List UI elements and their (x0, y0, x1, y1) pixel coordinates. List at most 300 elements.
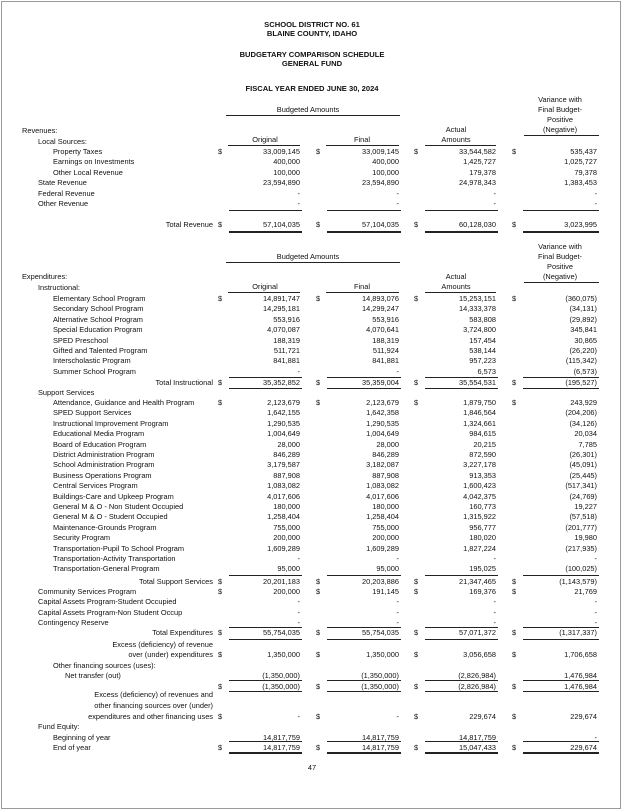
instructional-row-label: Special Education Program (53, 325, 143, 335)
instructional-row-variance: (6,573) (573, 366, 597, 376)
support-row-label: Instructional Improvement Program (53, 418, 169, 428)
instructional-row-final: 511,924 (372, 346, 399, 355)
double-underline (523, 752, 599, 754)
excess-label-2: over (under) expenditures (128, 650, 213, 659)
excess-all-original: - (297, 712, 300, 721)
instructional-row-variance: 345,841 (570, 325, 597, 335)
instructional-row-actual: 15,253,151 (459, 294, 496, 303)
support-row-actual: 1,827,224 (463, 543, 496, 553)
dollar-sign: $ (218, 294, 223, 303)
revenue-row-final: 33,009,145 (362, 147, 399, 156)
instructional-row-label: SPED Preschool (53, 335, 109, 345)
revenue-row-actual: 33,544,582 (459, 147, 496, 156)
variance-header-3: Positive (547, 115, 573, 124)
end-of-year-actual: 15,047,433 (459, 743, 496, 752)
support-row-label: Transportation-General Program (53, 564, 160, 574)
dollar-sign: $ (316, 294, 321, 303)
total-instructional-label: Total Instructional (155, 378, 213, 387)
beginning-of-year-original: 14,817,759 (263, 733, 300, 742)
excess-revenue-variance: 1,706,658 (564, 650, 597, 659)
underline (229, 210, 302, 211)
underline (229, 691, 302, 692)
underline (327, 210, 401, 211)
double-underline (523, 231, 599, 233)
dollar-sign: $ (316, 147, 321, 156)
support-row-label: Buildings-Care and Upkeep Program (53, 491, 174, 501)
net-transfer-variance: 1,476,984 (564, 671, 597, 680)
instructional-row-original: 4,070,087 (267, 325, 300, 335)
dollar-sign: $ (316, 650, 321, 659)
support-row-final: 4,017,606 (366, 491, 399, 501)
revenue-row-label: Property Taxes (53, 147, 103, 156)
support-row-label: General M & O - Student Occupied (53, 512, 168, 522)
variance-header-1: Variance with (538, 95, 582, 104)
revenue-row-variance: 1,025,727 (564, 157, 597, 166)
underline (425, 680, 498, 681)
excess-revenue-original: 1,350,000 (267, 650, 300, 659)
beginning-of-year-label: Beginning of year (53, 733, 111, 742)
original-column-header: Original (252, 282, 278, 291)
financing-total-variance: 1,476,984 (564, 682, 597, 691)
revenues-heading: Revenues: (22, 126, 58, 135)
support-row-actual: 984,615 (469, 429, 496, 439)
revenue-row-final: - (396, 199, 399, 208)
dollar-sign: $ (218, 587, 223, 596)
other-expenditure-row-final: 191,145 (372, 587, 399, 596)
support-row-variance: 7,785 (578, 439, 597, 449)
budgeted-amounts-header: Budgeted Amounts (276, 105, 340, 114)
revenue-row-label: State Revenue (38, 178, 87, 187)
underline (425, 741, 498, 742)
instructional-row-actual: 957,223 (469, 356, 496, 366)
dollar-sign: $ (414, 220, 419, 229)
beginning-of-year-final: 14,817,759 (362, 733, 399, 742)
revenue-row-variance: 535,437 (570, 147, 597, 156)
underline (229, 575, 302, 576)
page-number: 47 (307, 763, 317, 772)
excess-all-label-3: expenditures and other financing uses (88, 712, 213, 721)
dollar-sign: $ (218, 398, 223, 407)
revenue-row-final: 400,000 (372, 157, 399, 166)
district-name: SCHOOL DISTRICT NO. 61 (264, 20, 360, 29)
final-column-header: Final (353, 282, 371, 291)
support-row-final: 180,000 (372, 502, 399, 511)
total-support-original: 20,201,183 (263, 577, 300, 586)
support-row-original: - (297, 554, 300, 563)
header-rule (228, 145, 300, 146)
revenue-row-variance: - (594, 199, 597, 208)
excess-revenue-final: 1,350,000 (366, 650, 399, 659)
support-row-label: Business Operations Program (53, 470, 152, 480)
dollar-sign: $ (512, 743, 517, 752)
other-expenditure-row-original: - (297, 597, 300, 607)
support-row-original: 1,258,404 (267, 512, 300, 522)
support-row-final: 1,642,358 (366, 408, 399, 418)
support-row-actual: 4,042,375 (463, 491, 496, 501)
revenue-row-label: Other Revenue (38, 199, 89, 208)
total-instructional-actual: 35,554,531 (459, 378, 496, 387)
other-financing-heading: Other financing sources (uses): (53, 661, 156, 670)
instructional-row-final: 4,070,641 (366, 325, 399, 335)
support-row-label: District Administration Program (53, 450, 155, 459)
support-row-original: 2,123,679 (267, 398, 300, 407)
dollar-sign: $ (218, 712, 223, 721)
actual-column-header: Actual (445, 125, 467, 134)
dollar-sign: $ (316, 220, 321, 229)
other-expenditure-label: Contingency Reserve (38, 618, 109, 628)
excess-revenue-actual: 3,056,658 (463, 650, 496, 659)
total-support-actual: 21,347,465 (459, 577, 496, 586)
instructional-row-variance: (34,131) (569, 304, 597, 314)
instructional-row-actual: 538,144 (469, 346, 496, 355)
revenue-row-actual: 24,978,343 (459, 178, 496, 187)
instructional-row-label: Interscholastic Program (53, 356, 131, 366)
support-row-actual: - (493, 554, 496, 563)
revenue-row-final: 100,000 (372, 168, 399, 177)
excess-label-1: Excess (deficiency) of revenue (112, 640, 213, 649)
dollar-sign: $ (218, 378, 223, 387)
dollar-sign: $ (316, 587, 321, 596)
support-row-original: 4,017,606 (267, 491, 300, 501)
double-underline (425, 752, 498, 754)
dollar-sign: $ (316, 577, 321, 586)
header-rule (425, 292, 496, 293)
dollar-sign: $ (316, 378, 321, 387)
instructional-row-final: 553,916 (372, 314, 399, 324)
support-row-variance: (26,301) (569, 450, 597, 459)
total-instructional-variance: (195,527) (565, 378, 597, 387)
support-row-final: 1,083,082 (366, 481, 399, 491)
local-sources-heading: Local Sources: (38, 137, 87, 146)
support-row-actual: 20,215 (473, 439, 496, 449)
support-row-final: 95,000 (376, 564, 399, 574)
other-expenditure-row-original: - (297, 607, 300, 617)
dollar-sign: $ (512, 650, 517, 659)
revenue-row-label: Other Local Revenue (53, 168, 123, 177)
underline (523, 210, 599, 211)
dollar-sign: $ (512, 587, 517, 596)
other-expenditure-row-variance: - (594, 607, 597, 617)
final-column-header: Final (353, 135, 371, 144)
support-row-final: 755,000 (372, 522, 399, 532)
end-of-year-label: End of year (53, 743, 91, 752)
support-row-original: 1,609,289 (267, 543, 300, 553)
instructional-row-original: 511,721 (273, 346, 300, 355)
support-row-variance: (24,769) (569, 491, 597, 501)
double-underline (327, 231, 401, 233)
end-of-year-final: 14,817,759 (362, 743, 399, 752)
instructional-row-label: Summer School Program (53, 366, 136, 376)
support-row-original: 1,290,535 (267, 418, 300, 428)
underline (327, 388, 401, 389)
other-expenditure-row-original: 200,000 (273, 587, 300, 596)
support-row-actual: 872,590 (469, 450, 496, 459)
total-instructional-original: 35,352,852 (263, 378, 300, 387)
instructional-row-original: 14,891,747 (263, 294, 300, 303)
support-row-actual: 3,227,178 (463, 460, 496, 470)
header-rule (524, 282, 599, 283)
dollar-sign: $ (414, 398, 419, 407)
underline (523, 575, 599, 576)
revenue-row-variance: - (594, 189, 597, 198)
instructional-row-final: 188,319 (372, 335, 399, 345)
support-row-variance: (217,935) (565, 543, 597, 553)
other-expenditure-row-actual: - (493, 618, 496, 628)
support-row-label: SPED Support Services (53, 408, 132, 418)
dollar-sign: $ (316, 743, 321, 752)
underline (327, 575, 401, 576)
instructional-row-final: - (396, 366, 399, 376)
amounts-column-header: Amounts (441, 135, 471, 144)
instructional-row-label: Secondary School Program (53, 304, 144, 314)
underline (425, 388, 498, 389)
support-row-actual: 1,846,564 (463, 408, 496, 418)
instructional-row-actual: 6,573 (477, 366, 496, 376)
support-row-actual: 180,020 (469, 533, 496, 543)
support-row-final: - (396, 554, 399, 563)
underline (229, 741, 302, 742)
underline (229, 388, 302, 389)
dollar-sign: $ (512, 294, 517, 303)
dollar-sign: $ (218, 628, 223, 637)
total-expenditures-variance: (1,317,337) (559, 628, 597, 637)
support-row-final: 28,000 (376, 439, 399, 449)
support-row-label: Transportation-Activity Transportation (53, 554, 176, 563)
support-row-variance: (25,445) (569, 470, 597, 480)
support-row-actual: 956,777 (469, 522, 496, 532)
revenue-row-final: - (396, 189, 399, 198)
support-row-final: 200,000 (372, 533, 399, 543)
total-instructional-final: 35,359,004 (362, 378, 399, 387)
support-row-original: 1,642,155 (267, 408, 300, 418)
support-row-original: 180,000 (273, 502, 300, 511)
other-expenditure-row-actual: - (493, 597, 496, 607)
support-row-actual: 160,773 (469, 502, 496, 511)
support-row-variance: 19,227 (574, 502, 597, 511)
revenue-row-actual: - (493, 189, 496, 198)
instructional-row-label: Gifted and Talented Program (53, 346, 148, 355)
instructional-row-final: 841,881 (372, 356, 399, 366)
fiscal-year: FISCAL YEAR ENDED JUNE 30, 2024 (245, 84, 379, 93)
double-underline (327, 752, 401, 754)
underline (327, 691, 401, 692)
support-row-label: Attendance, Guidance and Health Program (53, 398, 195, 407)
instructional-heading: Instructional: (38, 283, 80, 292)
support-row-variance: 243,929 (570, 398, 597, 407)
support-row-actual: 1,324,661 (463, 418, 496, 428)
support-row-actual: 195,025 (469, 564, 496, 574)
other-expenditure-row-original: - (297, 618, 300, 628)
support-row-original: 3,179,587 (267, 460, 300, 470)
total-expenditures-final: 55,754,035 (362, 628, 399, 637)
schedule-title: BUDGETARY COMPARISON SCHEDULE (239, 50, 385, 59)
dollar-sign: $ (414, 712, 419, 721)
total-revenue-actual: 60,128,030 (459, 220, 496, 229)
expenditures-heading: Expenditures: (22, 272, 68, 281)
dollar-sign: $ (414, 577, 419, 586)
revenue-row-variance: 1,383,453 (564, 178, 597, 187)
dollar-sign: $ (218, 682, 223, 691)
support-row-original: 846,289 (273, 450, 300, 459)
instructional-row-original: 553,916 (273, 314, 300, 324)
instructional-row-variance: (115,342) (565, 356, 597, 366)
instructional-row-label: Elementary School Program (53, 294, 146, 303)
support-row-original: 1,083,082 (267, 481, 300, 491)
underline (523, 741, 599, 742)
revenue-row-actual: 1,425,727 (463, 157, 496, 166)
dollar-sign: $ (218, 650, 223, 659)
excess-all-label-1: Excess (deficiency) of revenues and (94, 690, 213, 699)
excess-all-label-2: other financing sources over (under) (94, 701, 213, 710)
dollar-sign: $ (512, 628, 517, 637)
header-rule (226, 262, 400, 263)
revenue-row-actual: - (493, 199, 496, 208)
support-row-actual: 1,600,423 (463, 481, 496, 491)
revenue-row-label: Earnings on Investments (53, 157, 135, 166)
dollar-sign: $ (414, 628, 419, 637)
total-support-label: Total Support Services (139, 577, 213, 586)
net-transfer-final: (1,350,000) (361, 671, 399, 680)
other-expenditure-label: Capital Assets Program-Non Student Occup (38, 607, 183, 617)
dollar-sign: $ (414, 650, 419, 659)
dollar-sign: $ (512, 712, 517, 721)
support-row-original: 28,000 (277, 439, 300, 449)
support-row-actual: 913,353 (469, 470, 496, 480)
other-expenditure-row-final: - (396, 607, 399, 617)
support-row-variance: (201,777) (565, 522, 597, 532)
instructional-row-variance: 30,865 (574, 335, 597, 345)
support-row-actual: 1,879,750 (463, 398, 496, 407)
instructional-row-final: 14,299,247 (362, 304, 399, 314)
support-row-final: 1,290,535 (366, 418, 399, 428)
underline (523, 639, 599, 640)
other-expenditure-label: Community Services Program (38, 587, 137, 596)
instructional-row-variance: (26,220) (569, 346, 597, 355)
dollar-sign: $ (512, 378, 517, 387)
support-row-final: 887,908 (372, 470, 399, 480)
instructional-row-original: 841,881 (273, 356, 300, 366)
instructional-row-original: 188,319 (273, 335, 300, 345)
other-expenditure-row-final: - (396, 597, 399, 607)
revenue-row-original: 100,000 (273, 168, 300, 177)
support-row-label: Transportation-Pupil To School Program (53, 543, 185, 553)
instructional-row-original: - (297, 366, 300, 376)
support-row-label: School Administration Program (53, 460, 155, 470)
dollar-sign: $ (316, 398, 321, 407)
underline (327, 639, 401, 640)
end-of-year-variance: 229,674 (570, 743, 597, 752)
support-services-heading: Support Services (38, 388, 95, 397)
financing-total-final: (1,350,000) (361, 682, 399, 691)
financing-total-actual: (2,826,984) (458, 682, 496, 691)
support-row-final: 1,609,289 (366, 543, 399, 553)
underline (327, 680, 401, 681)
original-column-header: Original (252, 135, 278, 144)
header-rule (228, 292, 300, 293)
other-expenditure-row-actual: - (493, 607, 496, 617)
other-expenditure-row-variance: 21,769 (574, 587, 597, 596)
underline (229, 680, 302, 681)
total-revenue-variance: 3,023,995 (564, 220, 597, 229)
net-transfer-actual: (2,826,984) (458, 671, 496, 680)
support-row-label: Security Program (53, 533, 111, 543)
other-expenditure-row-variance: - (594, 618, 597, 628)
total-support-variance: (1,143,579) (559, 577, 597, 586)
support-row-label: Central Services Program (53, 481, 138, 491)
support-row-variance: (100,025) (565, 564, 597, 574)
underline (523, 680, 599, 681)
variance-header-4: (Negative) (542, 272, 578, 281)
variance-header-3: Positive (547, 262, 573, 271)
underline (425, 691, 498, 692)
total-expenditures-actual: 57,071,372 (459, 628, 496, 637)
revenue-row-actual: 179,378 (469, 168, 496, 177)
support-row-final: 2,123,679 (366, 398, 399, 407)
total-revenue-final: 57,104,035 (362, 220, 399, 229)
dollar-sign: $ (512, 577, 517, 586)
support-row-label: General M & O - Non Student Occupied (53, 502, 184, 511)
instructional-row-variance: (360,075) (565, 294, 597, 303)
revenue-row-original: 400,000 (273, 157, 300, 166)
dollar-sign: $ (512, 398, 517, 407)
instructional-row-variance: (29,892) (569, 314, 597, 324)
support-row-actual: 1,315,922 (463, 512, 496, 522)
budgeted-amounts-header: Budgeted Amounts (276, 252, 340, 261)
revenue-row-final: 23,594,890 (362, 178, 399, 187)
underline (229, 639, 302, 640)
underline (425, 210, 498, 211)
net-transfer-label: Net transfer (out) (65, 671, 121, 680)
support-row-variance: (517,341) (565, 481, 597, 491)
dollar-sign: $ (414, 294, 419, 303)
dollar-sign: $ (218, 577, 223, 586)
dollar-sign: $ (316, 712, 321, 721)
support-row-original: 887,908 (273, 470, 300, 480)
dollar-sign: $ (512, 147, 517, 156)
instructional-row-actual: 583,808 (469, 314, 496, 324)
header-rule (425, 145, 496, 146)
support-row-variance: - (594, 554, 597, 563)
beginning-of-year-actual: 14,817,759 (459, 733, 496, 742)
support-row-final: 846,289 (372, 450, 399, 459)
double-underline (229, 752, 302, 754)
header-rule (326, 292, 399, 293)
support-row-final: 1,258,404 (366, 512, 399, 522)
other-expenditure-label: Capital Assets Program-Student Occupied (38, 597, 177, 607)
support-row-label: Educational Media Program (53, 429, 145, 439)
instructional-row-label: Alternative School Program (53, 314, 143, 324)
other-expenditure-row-actual: 169,376 (469, 587, 496, 596)
support-row-variance: (45,091) (569, 460, 597, 470)
county-name: BLAINE COUNTY, IDAHO (266, 29, 358, 38)
header-rule (226, 115, 400, 116)
revenue-row-variance: 79,378 (574, 168, 597, 177)
revenue-row-label: Federal Revenue (38, 189, 95, 198)
dollar-sign: $ (512, 682, 517, 691)
fund-equity-heading: Fund Equity: (38, 722, 80, 731)
underline (523, 691, 599, 692)
support-row-original: 95,000 (277, 564, 300, 574)
variance-header-2: Final Budget- (538, 105, 582, 114)
instructional-row-actual: 3,724,800 (463, 325, 496, 335)
actual-column-header: Actual (445, 272, 467, 281)
variance-header-4: (Negative) (542, 125, 578, 134)
underline (425, 639, 498, 640)
net-transfer-original: (1,350,000) (262, 671, 300, 680)
instructional-row-final: 14,893,076 (362, 294, 399, 303)
support-row-original: 1,004,649 (267, 429, 300, 439)
support-row-final: 3,182,087 (366, 460, 399, 470)
